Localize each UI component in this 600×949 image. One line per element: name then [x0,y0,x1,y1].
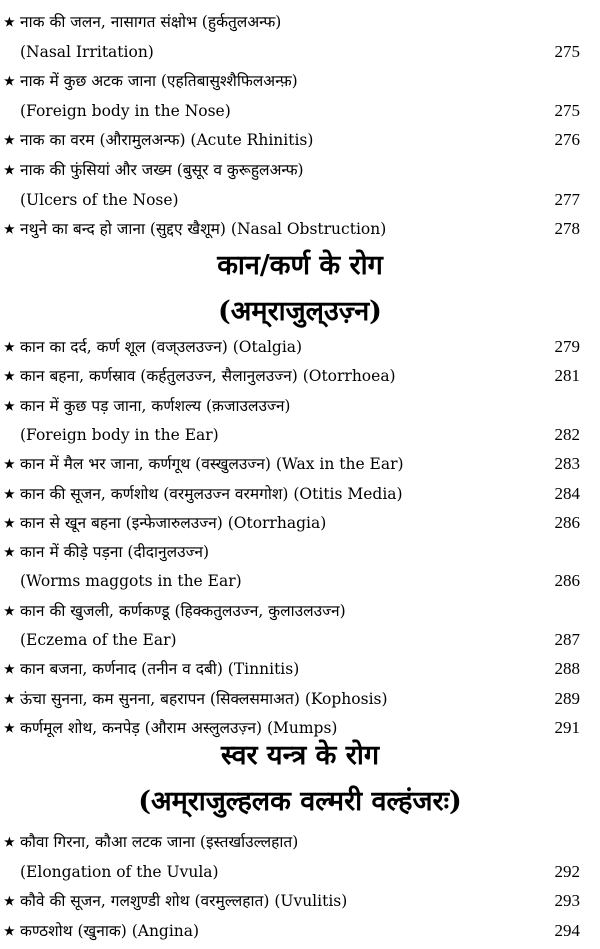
toc-entry-text: नाक की फुंसियां और जख्म (बुसूर व कुरूहुलअन्फ) [20,161,304,179]
toc-entry-page-number: 276 [554,130,580,150]
toc-entry-text: (Foreign body in the Nose) [20,101,231,120]
toc-entry-row [0,8,600,36]
toc-entry-text: कान में मैल भर जाना, कर्णगूथ (वस्खुलउज्न) (Wax in the Ear) [20,455,404,474]
star-bullet-icon: ★ [4,835,15,849]
toc-entry-text: कर्णमूल शोथ, कनपेड़ (औराम अस्लुलउज़्न) (Mumps) [20,718,338,737]
toc-entry-text: (Eczema of the Ear) [20,631,177,649]
toc-entry-row [0,538,600,566]
toc-entry-text: कान बजना, कर्णनाद (तनीन व दबी) (Tinnitis) [20,660,300,679]
toc-entry-text: ऊंचा सुनना, कम सुनना, बहरापन (सिक्लसमाअत) (Kophosis) [20,689,388,708]
toc-entry-row [0,509,600,537]
toc-entry-page-number: 275 [554,100,580,120]
toc-entry-page-number: 284 [554,483,580,503]
toc-entry-row [0,917,600,945]
toc-entry-row [0,887,600,915]
star-bullet-icon: ★ [4,133,15,148]
toc-entry-page-number: 289 [554,688,580,708]
star-bullet-icon: ★ [4,603,15,618]
toc-entry-page-number: 275 [554,41,580,61]
toc-entry-text: नथुने का बन्द हो जाना (सुद्दए खैशूम) (Nasal Obstruction) [20,220,387,239]
star-bullet-icon: ★ [4,662,15,677]
toc-entry-page-number: 282 [554,424,580,444]
star-bullet-icon: ★ [4,720,15,735]
toc-entry-page-number: 277 [554,189,580,209]
toc-entry-text: नाक की जलन, नासागत संक्षोभ (हुर्कतुलअन्फ) [20,13,282,31]
toc-entry-row [0,480,600,508]
star-bullet-icon: ★ [4,923,15,938]
toc-entry-row [0,828,600,856]
toc-entry-row [0,421,600,449]
toc-entry-text: कान का दर्द, कर्ण शूल (वज्उलउज्न) (Otalgia) [20,338,303,356]
toc-entry-page-number: 278 [554,219,580,239]
section-heading-ear: कान/कर्ण के रोग [217,250,383,281]
toc-entry-row [0,156,600,184]
toc-entry-row [0,67,600,95]
toc-entry-text: (Elongation of the Uvula) [20,862,219,881]
star-bullet-icon: ★ [4,486,15,501]
star-bullet-icon: ★ [4,545,15,560]
toc-entry-text: कान से खून बहना (इन्फेजारुलउज्न) (Otorrhagia) [20,513,327,532]
toc-entry-text: कान की सूजन, कर्णशोथ (वरमुलउज्न वरमगोश) (Otitis Media) [20,484,403,503]
toc-entry-page-number: 292 [554,861,580,881]
toc-entry-row [0,597,600,625]
toc-entry-row [0,685,600,713]
star-bullet-icon: ★ [4,398,15,413]
toc-entry-row [0,186,600,214]
toc-entry-row [0,392,600,420]
toc-entry-text: कण्ठशोथ (खुनाक) (Angina) [20,921,200,940]
toc-entry-page-number: 287 [554,630,580,649]
toc-entry-text: कौवे की सूजन, गलशुण्डी शोथ (वरमुल्लहात) (Uvulitis) [20,892,348,910]
toc-entry-text: नाक का वरम (औरामुलअन्फ) (Acute Rhinitis) [20,131,314,150]
toc-entry-row [0,655,600,683]
toc-entry-row [0,626,600,654]
toc-entry-page-number: 279 [554,337,580,356]
toc-entry-row [0,126,600,154]
star-bullet-icon: ★ [4,163,15,177]
star-bullet-icon: ★ [4,340,15,354]
toc-entry-page-number: 286 [554,571,580,591]
toc-entry-text: नाक में कुछ अटक जाना (एहतिबासुश्शैफिलअन्फ़) [20,72,298,91]
toc-entry-row [0,362,600,390]
toc-entry-row [0,38,600,66]
toc-entry-text: कान में कीड़े पड़ना (दीदानुलउज्न) [20,543,210,562]
star-bullet-icon: ★ [4,515,15,530]
section-subheading-throat: (अम्‌राजुल्हलक वल्मरी वल्हंजरः) [138,786,462,817]
toc-entry-text: (Worms maggots in the Ear) [20,572,242,591]
star-bullet-icon: ★ [4,369,15,384]
toc-entry-page-number: 293 [554,891,580,910]
toc-entry-page-number: 291 [554,717,580,737]
toc-entry-page-number: 286 [554,512,580,532]
section-heading-throat: स्वर यन्त्र के रोग [220,740,380,771]
star-bullet-icon: ★ [4,894,15,908]
toc-entry-page-number: 281 [554,366,580,386]
toc-entry-text: कान में कुछ पड़ जाना, कर्णशल्य (क़जाउलउज्न) [20,396,291,415]
star-bullet-icon: ★ [4,222,15,237]
toc-entry-row [0,97,600,125]
star-bullet-icon: ★ [4,74,15,89]
toc-entry-page-number: 283 [554,454,580,474]
toc-entry-row [0,333,600,361]
toc-entry-page-number: 288 [554,659,580,679]
toc-entry-text: कान बहना, कर्णस्राव (कर्हतुलउज्न, सैलानुलउज्न) (Otorrhoea) [20,367,396,386]
toc-entry-row [0,567,600,595]
toc-entry-page-number: 294 [554,920,580,940]
star-bullet-icon: ★ [4,457,15,472]
toc-entry-text: कौवा गिरना, कौआ लटक जाना (इस्तर्खाउल्लहात) [20,833,299,851]
toc-entry-row [0,450,600,478]
toc-entry-row [0,215,600,243]
section-subheading-ear: (अम्‌राजुल्उज़्न) [218,296,382,327]
star-bullet-icon: ★ [4,15,15,29]
toc-entry-text: कान की खुजली, कर्णकण्डू (हिक्कतुलउज्न, कुलाउलउज्न) [20,601,346,620]
star-bullet-icon: ★ [4,691,15,706]
toc-entry-text: (Ulcers of the Nose) [20,190,179,209]
toc-entry-text: (Foreign body in the Ear) [20,425,219,444]
toc-entry-row [0,858,600,886]
toc-entry-text: (Nasal Irritation) [20,42,154,61]
